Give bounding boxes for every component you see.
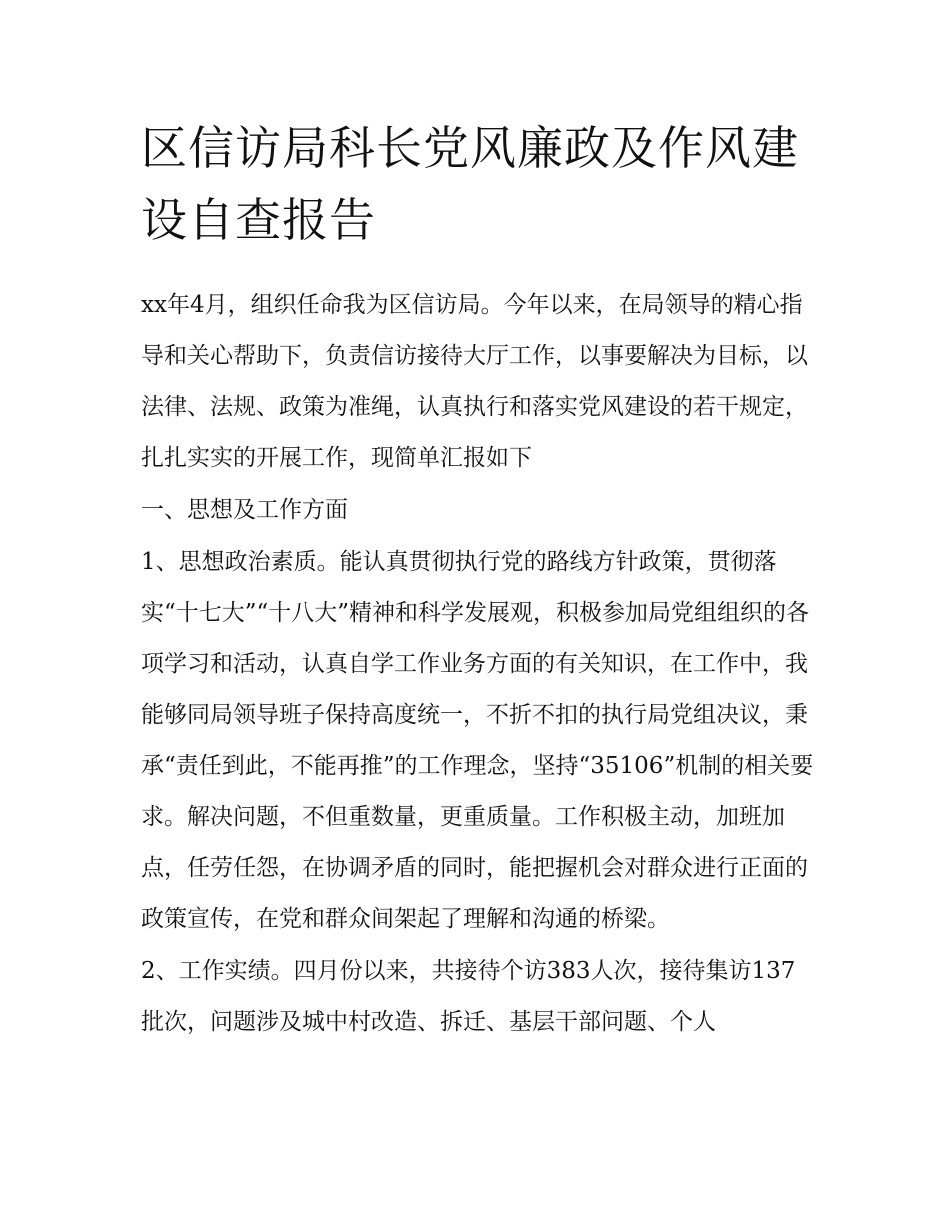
intro-paragraph: xx年4月，组织任命我为区信访局。今年以来，在局领导的精心指导和关心帮助下，负责信访接待大厅工作，以事要解决为目标，以法律、法规、政策为准绳，认真执行和落实党风建设的若干规定，扎扎实实的开展工作，现简单汇报如下 [141,292,808,471]
paragraph-political-quality: 1、思想政治素质。能认真贯彻执行党的路线方针政策，贯彻落实“十七大”“十八大”精神和科学发展观，积极参加局党组组织的各项学习和活动，认真自学工作业务方面的有关知识，在工作中，我能够同局领导班子保持高度统一，不折不扣的执行局党组决议，秉承“责任到此，不能再推”的工作理念，坚持“35106”机制的相关要求。解决问题，不但重数量，更重质量。工作积极主动，加班加点，任劳任怨，在协调矛盾的同时，能把握机会对群众进行正面的政策宣传，在党和群众间架起了理解和沟通的桥梁。 [141,549,814,932]
section-heading: 一、思想及工作方面 [141,497,348,523]
document-title: 区信访局科长党风廉政及作风建设自查报告 [141,121,799,247]
document-body [141,280,816,1049]
paragraph-work-results: 2、工作实绩。四月份以来，共接待个访383人次，接待集访137批次，问题涉及城中村改造、拆迁、基层干部问题、个人 [141,958,796,1035]
